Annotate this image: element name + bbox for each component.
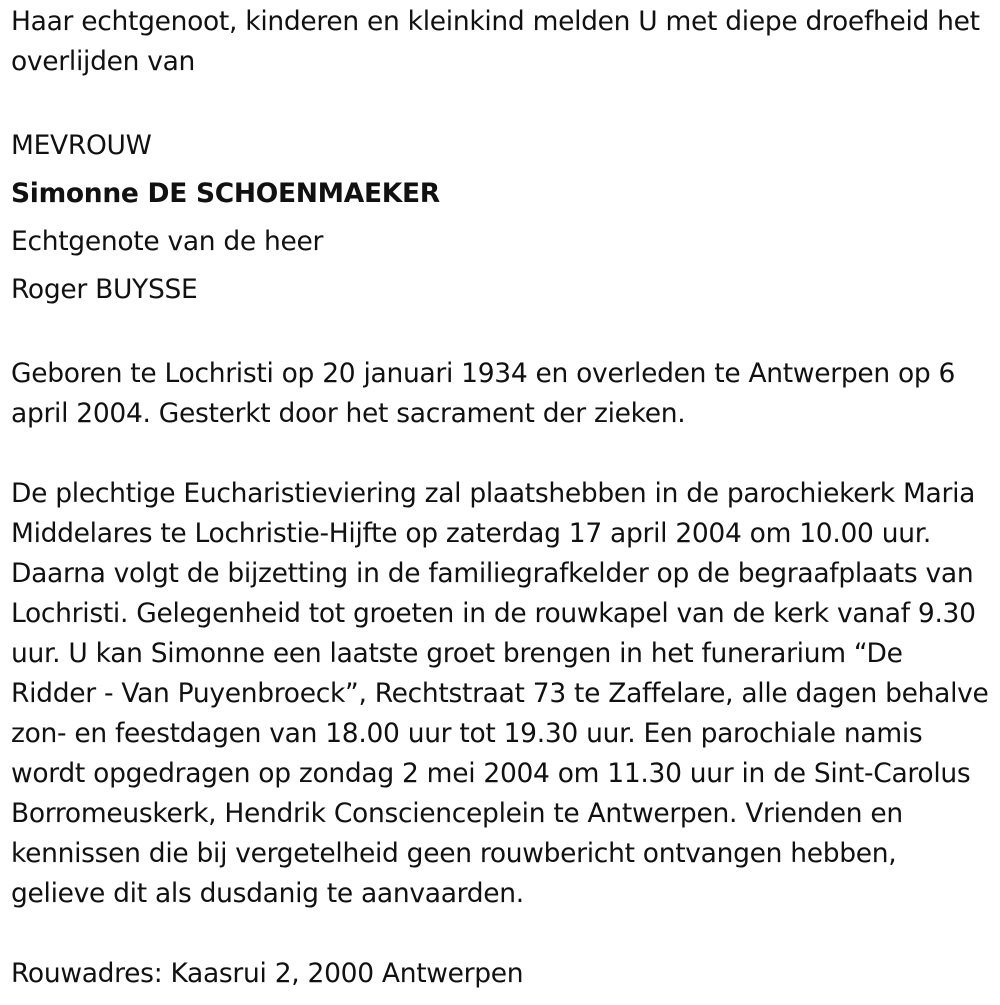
spacer	[11, 314, 991, 354]
spouse-name: Roger BUYSSE	[11, 274, 198, 305]
ceremony-text: De plechtige Eucharistieviering zal plaatshebben in de parochiekerk Maria Middelares te Lochristie-Hijfte op zaterdag 17 april 2004 om 10.00 uur. Daarna volgt de bijzetting in de familiegrafkelder op de begraafplaats van Lochristi. Gelegenheid tot groeten in de rouwkapel van de kerk vanaf 9.30 uur. U kan Simonne een laatste groet brengen in het funerarium “De Ridder - Van Puyenbroeck”, Rechtstraat 73 te Zaffelare, alle dagen behalve zon- en feestdagen van 18.00 uur tot 19.30 uur. Een parochiale namis wordt opgedragen op zondag 2 mei 2004 om 11.30 uur in de Sint-Carolus Borromeuskerk, Hendrik Conscienceplein te Antwerpen. Vrienden en kennissen die bij vergetelheid geen rouwbericht ontvangen hebben, gelieve dit als dusdanig te aanvaarden.	[11, 478, 989, 909]
honorific: MEVROUW	[11, 130, 152, 161]
mourning-address: Rouwadres: Kaasrui 2, 2000 Antwerpen	[11, 958, 524, 989]
spacer	[11, 82, 991, 122]
deceased-block	[11, 122, 991, 314]
birth-death-text: Geboren te Lochristi op 20 januari 1934 en overleden te Antwerpen op 6 april 2004. Gesterkt door het sacrament der zieken.	[11, 358, 956, 429]
obituary-notice	[11, 2, 991, 994]
spacer	[11, 434, 991, 474]
intro-text: Haar echtgenoot, kinderen en kleinkind melden U met diepe droefheid het overlijden van	[11, 6, 980, 77]
deceased-name: Simonne DE SCHOENMAEKER	[11, 178, 440, 209]
spouse-label: Echtgenote van de heer	[11, 226, 324, 257]
spacer	[11, 914, 991, 954]
